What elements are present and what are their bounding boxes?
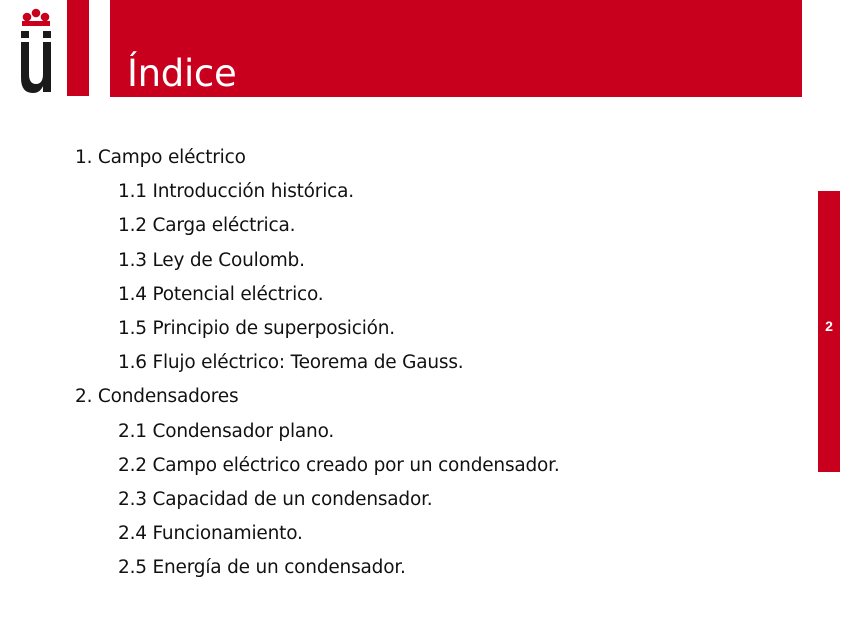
toc-item: 1. Campo eléctrico	[75, 147, 246, 168]
toc-item: 2. Condensadores	[75, 386, 239, 407]
toc-item: 1.4 Potencial eléctrico.	[118, 284, 324, 305]
toc-item: 2.5 Energía de un condensador.	[118, 557, 406, 578]
page-title: Índice	[127, 52, 237, 95]
toc-item: 2.2 Campo eléctrico creado por un condensador.	[118, 455, 560, 476]
toc-item: 2.4 Funcionamiento.	[118, 523, 303, 544]
toc-item: 1.2 Carga eléctrica.	[118, 215, 296, 236]
toc-item: 2.1 Condensador plano.	[118, 421, 335, 442]
page-number: 2	[825, 318, 833, 334]
toc-item: 2.3 Capacidad de un condensador.	[118, 489, 433, 510]
toc-item: 1.3 Ley de Coulomb.	[118, 250, 305, 271]
toc-item: 1.5 Principio de superposición.	[118, 318, 395, 339]
toc-item: 1.1 Introducción histórica.	[118, 181, 354, 202]
toc-item: 1.6 Flujo eléctrico: Teorema de Gauss.	[118, 352, 464, 373]
